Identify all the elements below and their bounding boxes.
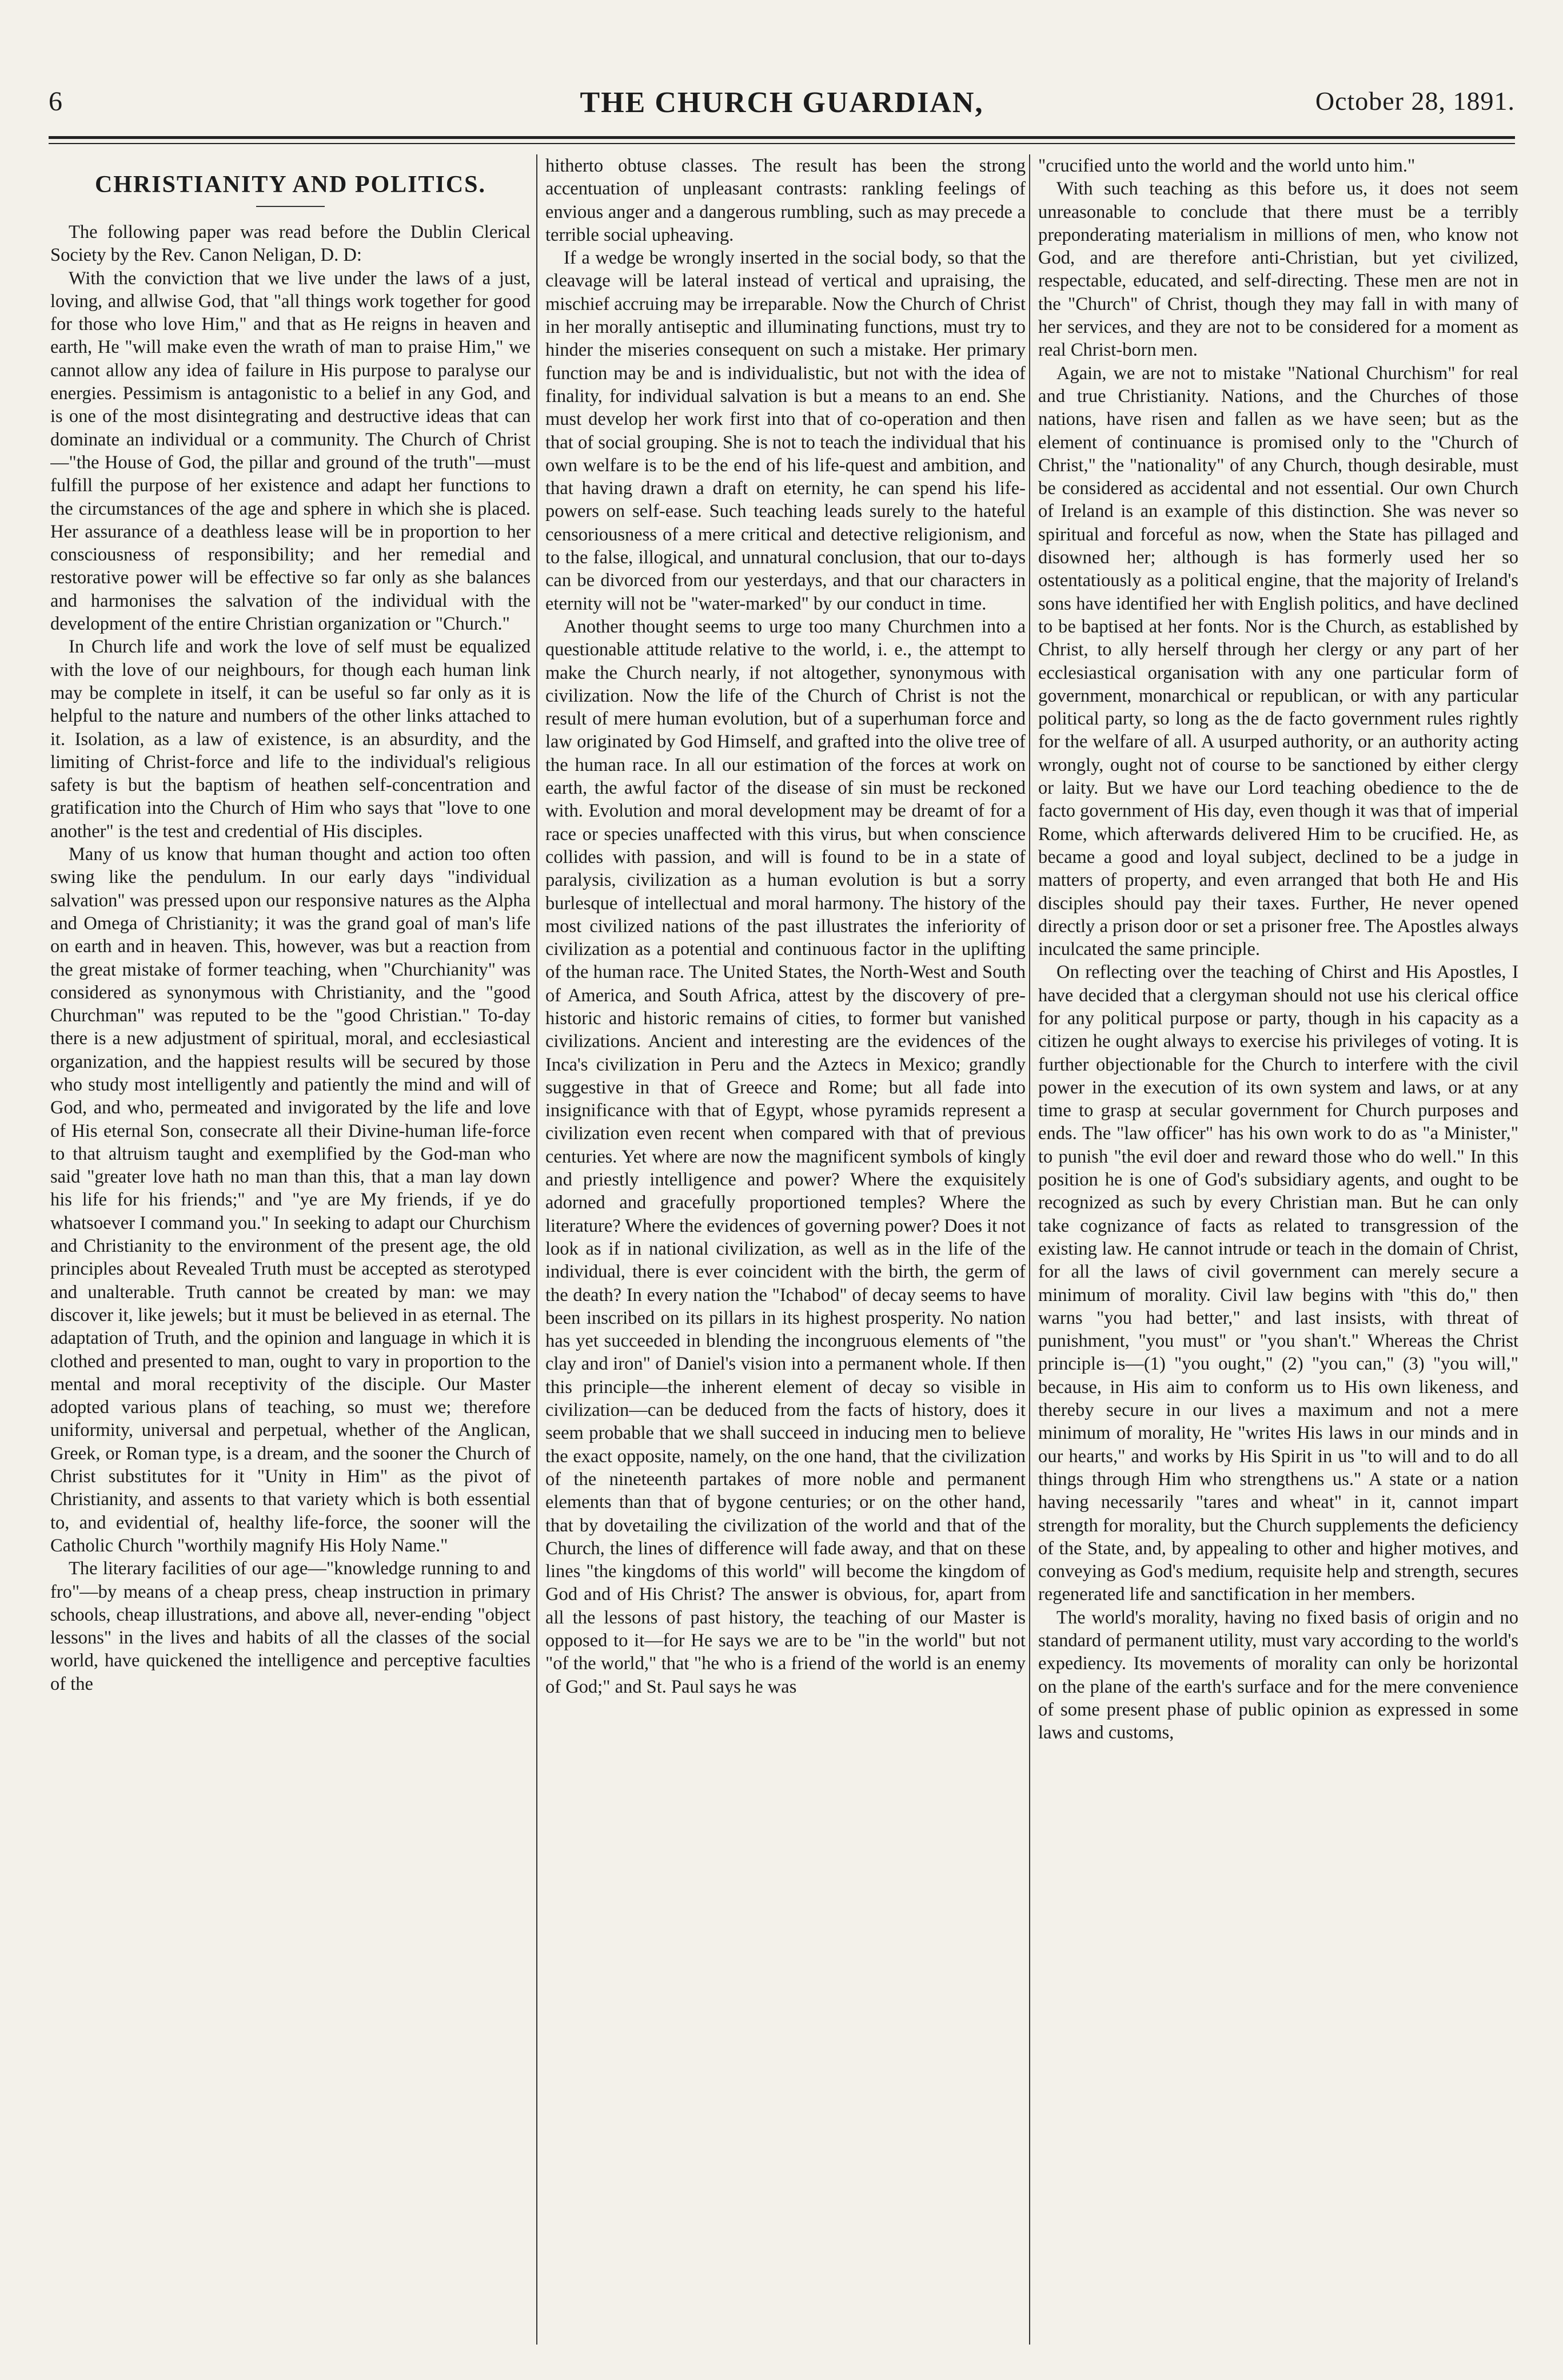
column-1 bbox=[50, 154, 531, 2350]
title-rule bbox=[256, 206, 325, 207]
column-2 bbox=[545, 154, 1026, 2350]
paragraph: With such teaching as this before us, it does not seem unreasonable to conclude that there must be a terribly preponderating materialism in millions of men, who know not God, and are therefore anti-Christian, but yet civilized, respectable, educated, and self-directing. These men are not in the "Church" of Christ, though they may fall in with many of her services, and they are not to be considered for a moment as real Christ-born men. bbox=[1038, 178, 1518, 361]
newspaper-title: THE CHURCH GUARDIAN, bbox=[580, 86, 984, 119]
issue-date: October 28, 1891. bbox=[1315, 86, 1515, 116]
article-title: CHRISTIANITY AND POLITICS. bbox=[94, 172, 487, 198]
paragraph: On reflecting over the teaching of Chirst and His Apostles, I have decided that a clergyman should not use his clerical office for any political purpose or party, though in his capacity as a citizen he ought always to exercise his privileges of voting. It is further objectionable for the Church to interfere with the civil power in the execution of its own system and laws, or at any time to grasp at secular government for Church purposes and ends. The "law officer" has his own work to do as "a Minister," to punish "the evil doer and reward those who do well." In this position he is one of God's subsidiary agents, and ought to be recognized as such by every Christian man. But he can only take cognizance of facts as related to transgression of the existing law. He cannot intrude or teach in the domain of Christ, for all the laws of civil government can merely secure a minimum of morality. Civil law begins with "this do," then warns "you had better," and last insists, with threat of punishment, "you must" or "you shan't." Whereas the Christ principle is—(1) "you ought," (2) "you can," (3) "you will," because, in His aim to conform us to His own likeness, and thereby secure in our lives a maximum and not a mere minimum of morality, He "writes His laws in our minds and in our hearts," and works by His Spirit in us "to will and to do all things through Him who strengthens us." A state or a nation having necessarily "tares and wheat" in it, cannot impart strength for morality, but the Church supplements the deficiency of the State, and, by appealing to other and higher motives, and conveying as God's medium, requisite help and strength, secures regenerated life and sanctification in her members. bbox=[1038, 962, 1518, 1605]
page-number: 6 bbox=[49, 86, 62, 117]
paragraph: In Church life and work the love of self must be equalized with the love of our neighbours, for though each human link may be complete in itself, it can be useful so far only as it is helpful to the nature and numbers of the other links attached to it. Isolation, as a law of existence, is an absurdity, and the limiting of Christ-force and life to the individual's religious safety is but the baptism of heathen self-concentration and gratification into the Church of Him who says that "love to one another" is the test and credential of His disciples. bbox=[50, 636, 531, 842]
column-divider bbox=[1029, 154, 1030, 2345]
masthead bbox=[49, 86, 1515, 132]
paragraph: "crucified unto the world and the world unto him." bbox=[1038, 156, 1416, 176]
paragraph: With the conviction that we live under the laws of a just, loving, and allwise God, that "all things work together for good for those who love Him," and that as He reigns in heaven and earth, He "will make even the wrath of man to praise Him," we cannot allow any idea of failure in His purpose to paralyse our energies. Pessimism is antagonistic to a belief in any God, and is one of the most disintegrating and destructive ideas that can dominate an individual or a community. The Church of Christ—"the House of God, the pillar and ground of the truth"—must fulfill the purpose of her existence and adapt her functions to the circumstances of the age and sphere in which she is placed. Her assurance of a deathless lease will be in proportion to her consciousness of responsibility; and her remedial and restorative power will be effective so far only as she balances and harmonises the salvation of the individual with the development of the entire Christian organization or "Church." bbox=[50, 268, 531, 635]
paragraph: The literary facilities of our age—"knowledge running to and fro"—by means of a cheap press, cheap instruction in primary schools, cheap illustrations, and above all, never-ending "object lessons" in the lives and habits of all the classes of the social world, have quickened the intelligence and perceptive faculties of the bbox=[50, 1558, 531, 1694]
column-3 bbox=[1038, 154, 1518, 2350]
paragraph: Another thought seems to urge too many Churchmen into a questionable attitude relative to the world, i. e., the attempt to make the Church nearly, if not altogether, synonymous with civilization. Now the life of the Church of Christ is not the result of mere human evolution, but of a superhuman force and law originated by God Himself, and grafted into the olive tree of the human race. In all our estimation of the forces at work on earth, the awful factor of the disease of sin must be reckoned with. Evolution and moral development may be dreamt of for a race or species unaffected with this virus, but when conscience collides with passion, and will is found to be in a state of paralysis, civilization as a human evolution is but a sorry burlesque of intellectual and moral harmony. The history of the most civilized nations of the past illustrates the inferiority of civilization as a potential and continuous factor in the uplifting of the human race. The United States, the North-West and South of America, and South Africa, attest by the discovery of pre-historic and historic remains of cities, to former but vanished civilizations. Ancient and interesting are the evidences of the Inca's civilization in Peru and the Aztecs in Mexico; grandly suggestive in that of Greece and Rome; but all fade into insignificance with that of Egypt, whose pyramids represent a civilization even recent when compared with that of previous centuries. Yet where are now the magnificent symbols of kingly and priestly intelligence and power? Where the exquisitely adorned and gracefully proportioned temples? Where the literature? Where the evidences of governing power? Does it not look as if in national civilization, as well as in the life of the individual, there is ever coincident with the birth, the germ of the death? In every nation the "Ichabod" of decay seems to have been inscribed on its pillars in its highest prosperity. No nation has yet succeeded in blending the incongruous elements of "the clay and iron" of Daniel's vision into a permanent whole. If then this principle—the inherent element of decay so visible in civilization—can be deduced from the facts of history, does it seem probable that we shall succeed in inducing men to believe the exact opposite, namely, on the one hand, that the civilization of the nineteenth partakes of more noble and permanent elements than that of bygone centuries; or on the other hand, that by dovetailing the civilization of the world and that of the Church, the lines of difference will fade away, and that on these lines "the kingdoms of this world" will become the kingdom of God and of His Christ? The answer is obvious, for, apart from all the lessons of past history, the teaching of our Master is opposed to it—for He says we are to be "in the world" but not "of the world," that "he who is a friend of the world is an enemy of God;" and St. Paul says he was bbox=[545, 616, 1026, 1697]
paragraph: Again, we are not to mistake "National Churchism" for real and true Christianity. Nations, and the Churches of those nations, have risen and fallen as we have seen; but as the element of continuance is promised only to the "Church of Christ," the "nationality" of any Church, though desirable, must be considered as accidental and not essential. Our own Church of Ireland is an example of this distinction. She was never so spiritual and forceful as now, when the State has pillaged and disowned her; although is has formerly used her so ostentatiously as a political engine, that the majority of Ireland's sons have identified her with English politics, and have declined to be baptised at her fonts. Nor is the Church, as established by Christ, to ally herself through her clergy or any part of her ecclesiastical organisation with any one particular form of government, monarchical or republican, or with any particular political party, so long as the de facto government rules rightly for the welfare of all. A usurped authority, or an authority acting wrongly, ought not of course to be sanctioned by either clergy or laity. But we have our Lord teaching obedience to the de facto government of His day, even though it was that of imperial Rome, which afterwards delivered Him to be crucified. He, as became a good and loyal subject, declined to be a judge in matters of property, and even arranged that both He and His disciples should pay their taxes. Further, He never opened directly a prison door or set a prisoner free. The Apostles always inculcated the same principle. bbox=[1038, 363, 1518, 960]
paragraph: If a wedge be wrongly inserted in the social body, so that the cleavage will be lateral instead of vertical and upraising, the mischief accruing may be irreparable. Now the Church of Christ in her morally antiseptic and illuminating functions, must try to hinder the miseries consequent on such a mistake. Her primary function may be and is individualistic, but not with the idea of finality, for individual salvation is but a means to an end. She must develop her work first into that of co-operation and then that of social grouping. She is not to teach the individual that his own welfare is to be the end of his life-quest and ambition, and that having drawn a draft on eternity, he can spend his life-powers on self-ease. Such teaching leads surely to the hateful censoriousness of a mere critical and detective religionism, and to the false, illogical, and unnatural conclusion, that our to-days can be divorced from our yesterdays, and that our characters in eternity will not be "water-marked" by our conduct in time. bbox=[545, 248, 1026, 614]
column-divider bbox=[536, 154, 537, 2345]
article-intro: The following paper was read before the Dublin Clerical Society by the Rev. Canon Neligan, D. D: bbox=[50, 222, 531, 266]
paragraph: Many of us know that human thought and action too often swing like the pendulum. In our early days "individual salvation" was pressed upon our responsive natures as the Alpha and Omega of Christianity; it was the grand goal of man's life on earth and in heaven. This, however, was but a reaction from the great mistake of former teaching, when "Churchianity" was considered as synonymous with Christianity, and the "good Churchman" was reputed to be the "good Christian." To-day there is a new adjustment of spiritual, moral, and ecclesiastical organization, and the happiest results will be secured by those who study most intelligently and patiently the mind and will of God, and who, permeated and invigorated by the life and love of His eternal Son, consecrate all their Divine-human life-force to that altruism taught and exemplified by the God-man who said "greater love hath no man than this, that a man lay down his life for his friends;" and "ye are My friends, if ye do whatsoever I command you." In seeking to adapt our Churchism and Christianity to the environment of the present age, the old principles about Revealed Truth must be accepted as sterotyped and unalterable. Truth cannot be created by man: we may discover it, like jewels; but it must be believed in as eternal. The adaptation of Truth, and the opinion and language in which it is clothed and presented to man, ought to vary in proportion to the mental and moral receptivity of the disciple. Our Master adopted various plans of teaching, so must we; therefore uniformity, universal and perpetual, whether of the Anglican, Greek, or Roman type, is a dream, and the sooner the Church of Christ substitutes for it "Unity in Him" as the pivot of Christianity, and assents to that variety which is both essential to, and evidential of, healthy life-force, the sooner will the Catholic Church "worthily magnify His Holy Name." bbox=[50, 844, 531, 1556]
paragraph: The world's morality, having no fixed basis of origin and no standard of permanent utility, must vary according to the world's expediency. Its movements of morality can only be horizontal on the plane of the earth's surface and for the mere convenience of some present phase of public opinion as expressed in some laws and customs, bbox=[1038, 1607, 1518, 1744]
masthead-rule-thin bbox=[49, 143, 1515, 144]
paragraph: hitherto obtuse classes. The result has been the strong accentuation of unpleasant contrasts: rankling feelings of envious anger and a dangerous rumbling, such as may precede a terrible social upheaving. bbox=[545, 156, 1026, 245]
masthead-rule-thick bbox=[49, 136, 1515, 139]
